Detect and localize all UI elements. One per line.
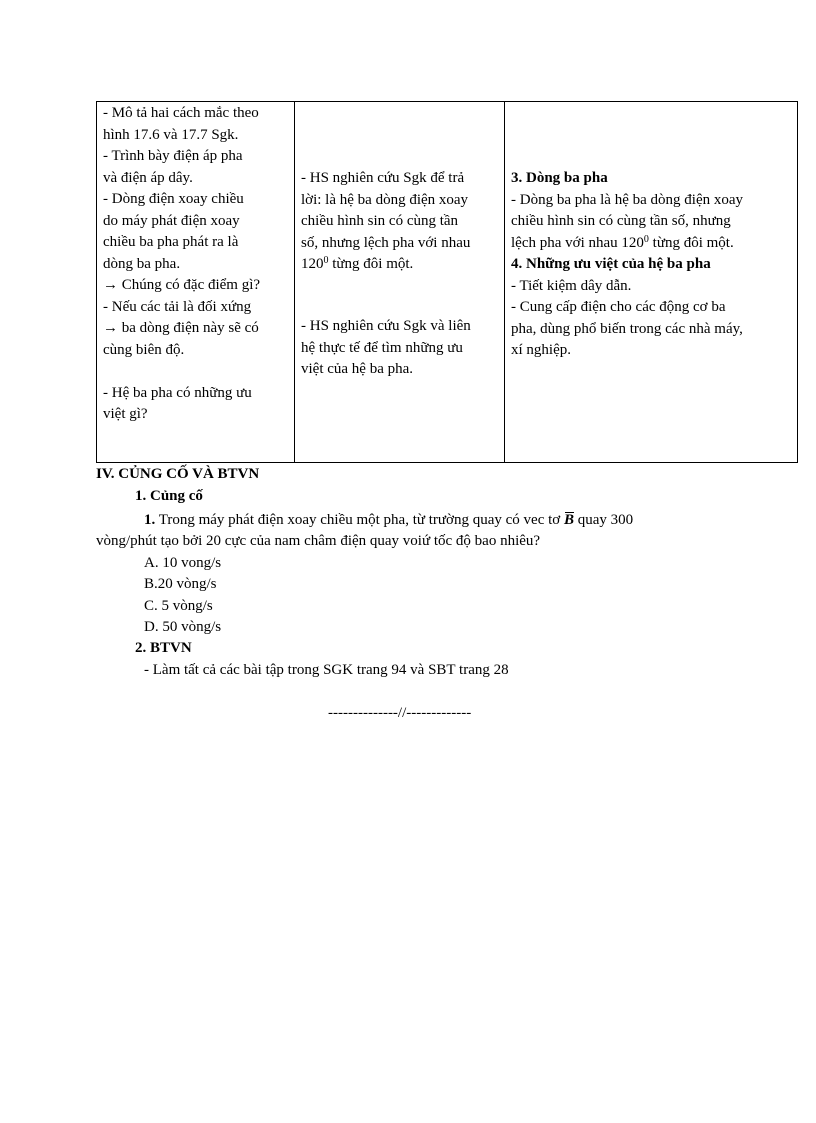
- subsection-consolidation: 1. Củng cố: [135, 488, 203, 504]
- table-line: cùng biên độ.: [103, 341, 185, 358]
- table-line: - Dòng điện xoay chiều: [103, 191, 244, 207]
- question-number: 1.: [144, 512, 156, 528]
- heading-advantages: 4. Những ưu việt của hệ ba pha: [511, 256, 711, 272]
- table-line: và điện áp dây.: [103, 169, 193, 186]
- question-line-1: [144, 510, 633, 532]
- question-line-2: vòng/phút tạo bởi 20 cực của nam châm điện quay voiứ tốc độ bao nhiêu?: [96, 533, 541, 549]
- subsection-homework: 2. BTVN: [135, 640, 192, 656]
- text-part: lệch pha với nhau 120: [511, 234, 644, 251]
- table-line: - Mô tả hai cách mắc theo: [103, 105, 259, 121]
- table-line: - Dòng ba pha là hệ ba dòng điện xoay: [511, 191, 744, 208]
- end-divider: --------------//-------------: [328, 705, 472, 721]
- vector-b-symbol: B: [564, 510, 574, 532]
- table-line: [511, 233, 793, 255]
- table-line: → ba dòng điện này sẽ có: [103, 320, 259, 336]
- table-line: - Cung cấp điện cho các động cơ ba: [511, 299, 726, 315]
- table-line: chiều ba pha phát ra là: [103, 234, 239, 250]
- option-a: A. 10 vong/s: [144, 555, 222, 571]
- homework-text: - Làm tất cả các bài tập trong SGK trang 94 và SBT trang 28: [144, 662, 509, 678]
- table-line: số, nhưng lệch pha với nhau: [301, 234, 471, 251]
- option-b: B.20 vòng/s: [144, 576, 217, 592]
- table-line: - Hệ ba pha có những ưu: [103, 384, 252, 401]
- section-title: IV. CỦNG CỐ VÀ BTVN: [96, 466, 260, 482]
- table-line: việt của hệ ba pha.: [301, 361, 414, 377]
- table-line: chiều hình sin có cùng tần: [301, 213, 459, 229]
- table-line: → Chúng có đặc điểm gì?: [103, 277, 261, 293]
- table-line: việt gì?: [103, 406, 148, 422]
- content-column: [505, 102, 797, 462]
- option-d: D. 50 vòng/s: [144, 619, 222, 635]
- text-part: từng đôi một.: [328, 256, 414, 272]
- text-part: từng đôi một.: [648, 234, 734, 251]
- heading-three-phase: 3. Dòng ba pha: [511, 170, 608, 186]
- table-line: hệ thực tế để tìm những ưu: [301, 339, 463, 356]
- table-line: dòng ba pha.: [103, 255, 181, 272]
- student-activity-column: [295, 102, 505, 462]
- superscript: 0: [323, 255, 329, 266]
- table-line: - HS nghiên cứu Sgk để trả: [301, 170, 465, 186]
- table-line: - Tiết kiệm dây dẫn.: [511, 277, 632, 294]
- table-line: - Nếu các tải là đối xứng: [103, 298, 252, 315]
- student-research-block: [301, 316, 500, 381]
- text-part: 120: [301, 256, 324, 272]
- lesson-table: [96, 101, 798, 463]
- student-answer-block: [301, 168, 500, 276]
- teacher-activity-column: [97, 102, 295, 462]
- question-text: Trong máy phát điện xoay chiều một pha, từ trường quay có vec tơ: [155, 512, 564, 528]
- option-c: C. 5 vòng/s: [144, 598, 213, 614]
- table-line: do máy phát điện xoay: [103, 212, 240, 229]
- table-line: lời: là hệ ba dòng điện xoay: [301, 191, 469, 208]
- table-line-blank: [103, 361, 288, 383]
- superscript: 0: [643, 233, 649, 245]
- content-block: [511, 168, 793, 362]
- table-line: hình 17.6 và 17.7 Sgk.: [103, 126, 239, 143]
- table-line: [301, 254, 500, 276]
- table-line: xí nghiệp.: [511, 342, 571, 358]
- table-line: pha, dùng phổ biến trong các nhà máy,: [511, 320, 743, 337]
- table-line: - HS nghiên cứu Sgk và liên: [301, 318, 471, 334]
- table-line: chiều hình sin có cùng tần số, nhưng: [511, 213, 731, 229]
- question-text: quay 300: [574, 512, 634, 528]
- table-line: - Trình bày điện áp pha: [103, 148, 243, 164]
